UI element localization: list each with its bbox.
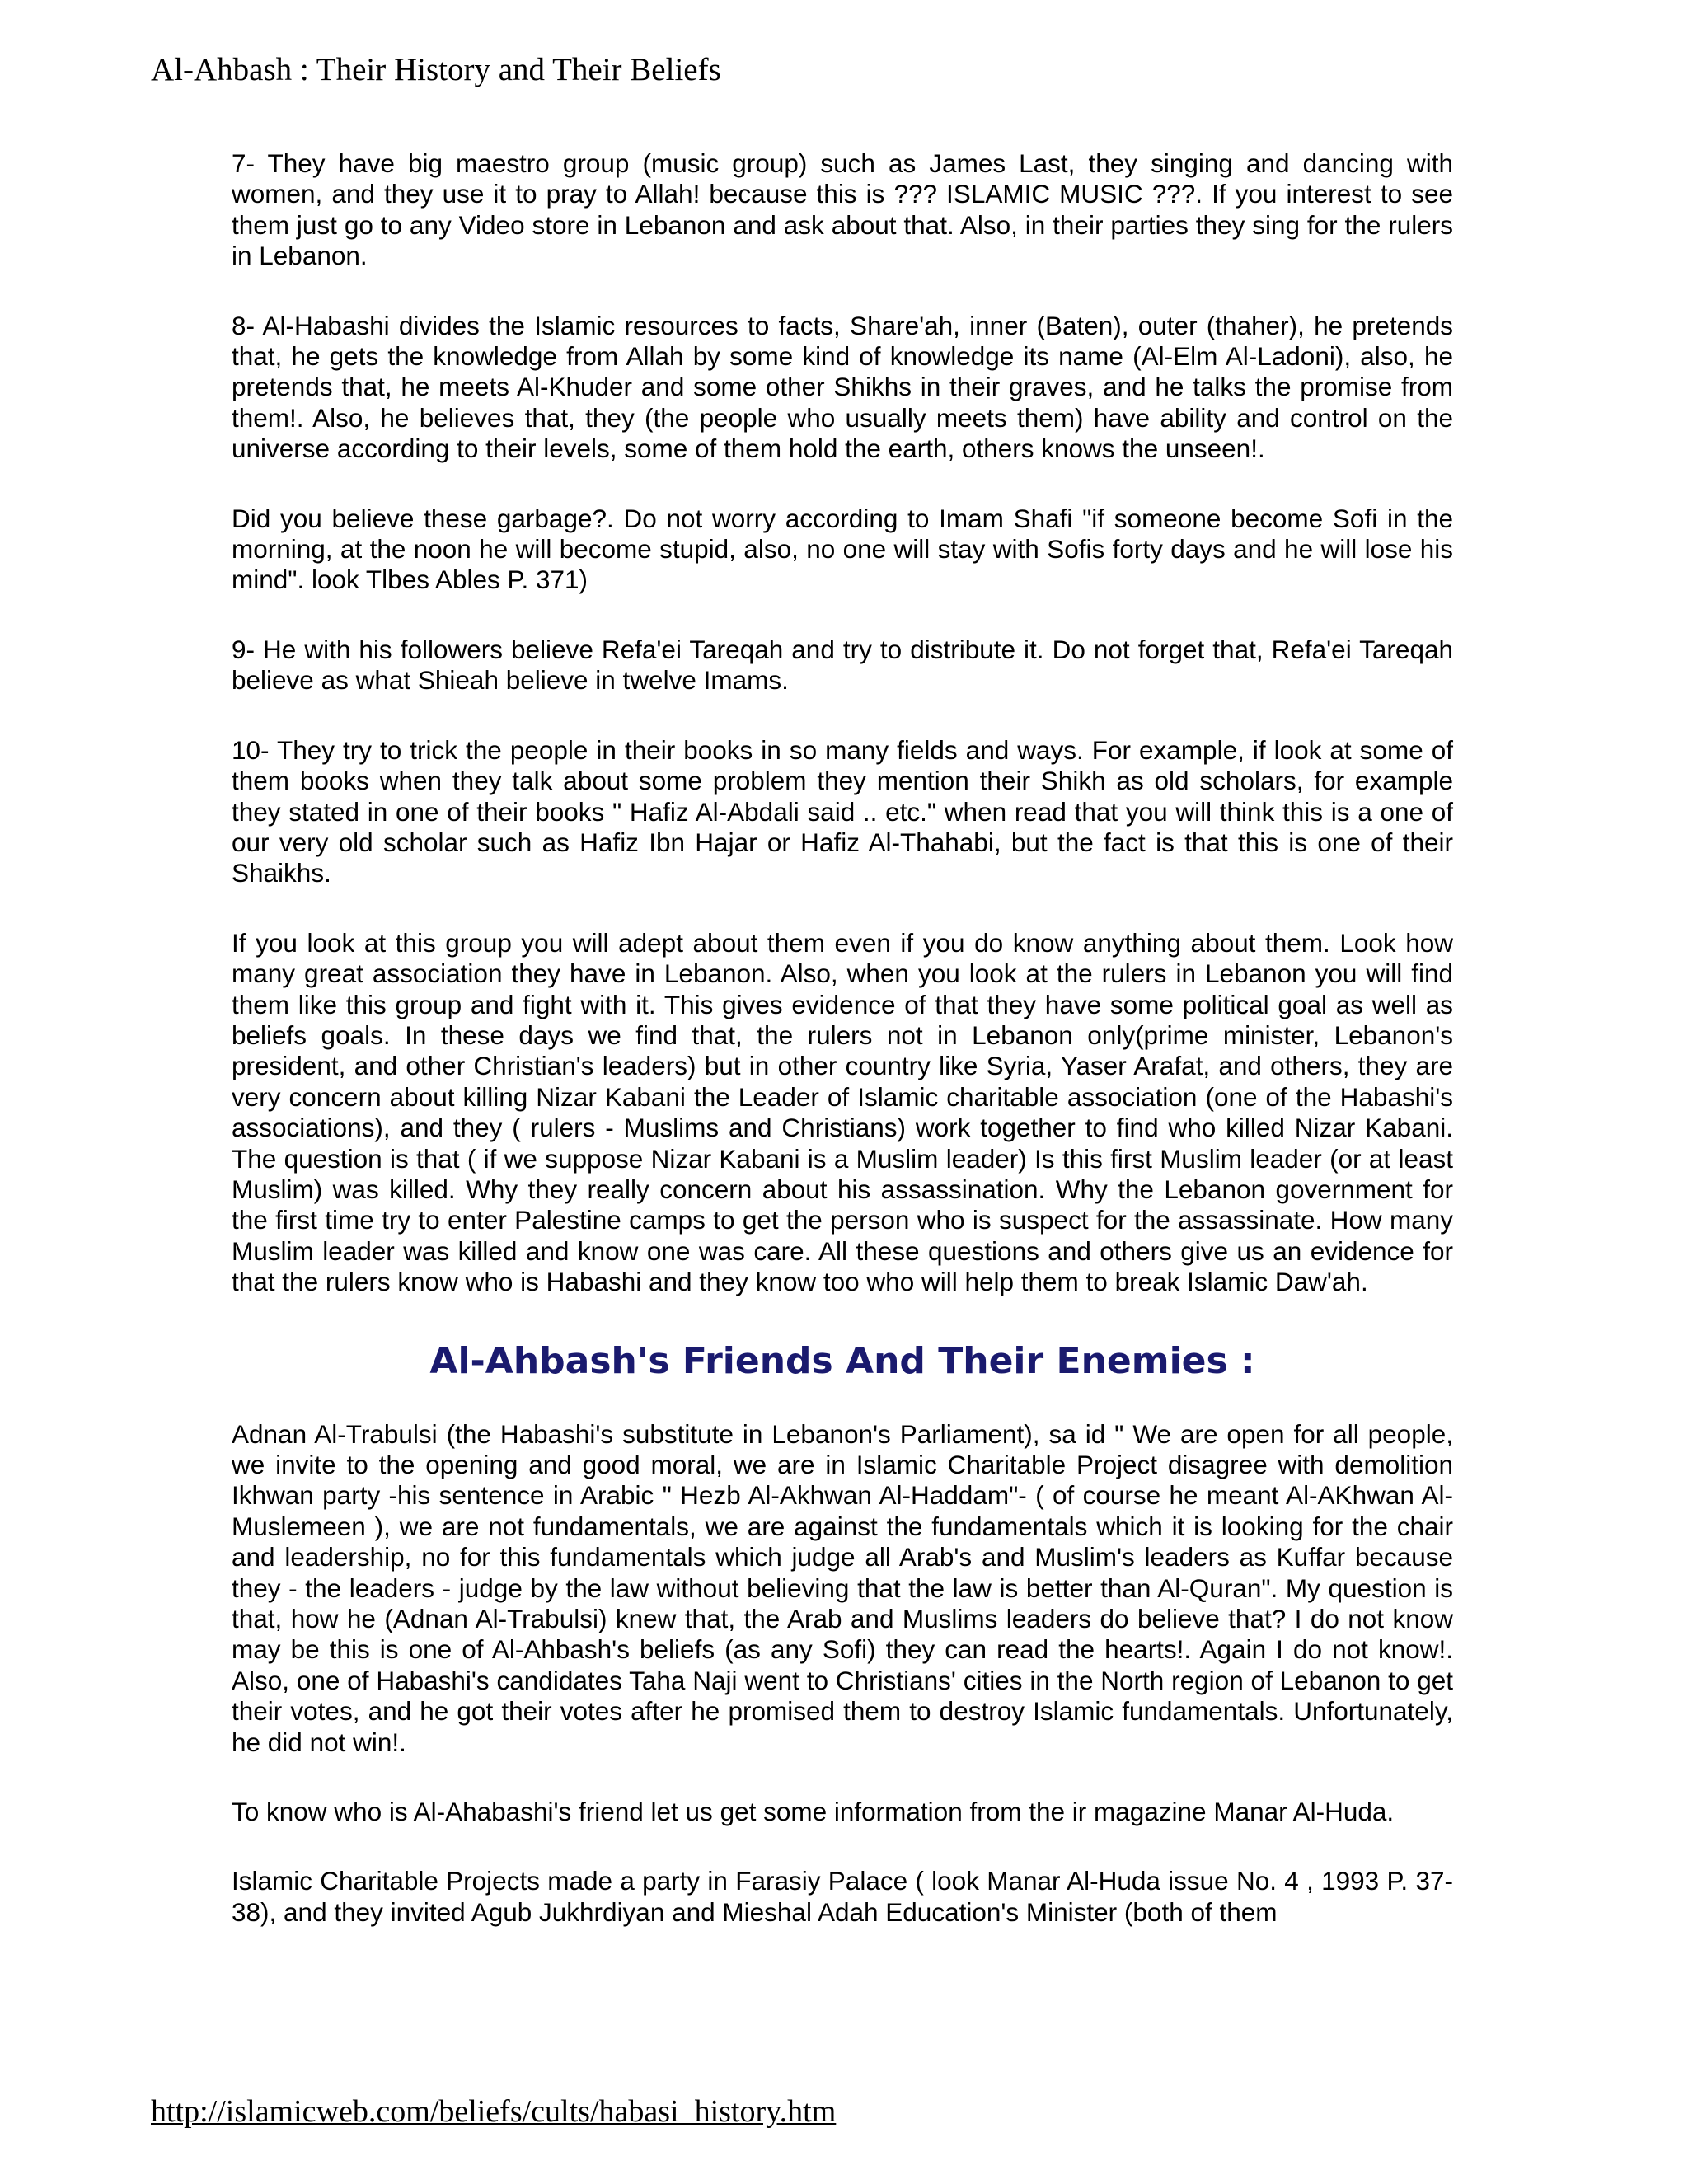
paragraph-manar-al-huda: To know who is Al-Ahabashi's friend let us get some information from the ir magazine Manar Al-Huda.: [232, 1797, 1395, 1827]
paragraph-farasiy-palace: Islamic Charitable Projects made a party in Farasiy Palace ( look Manar Al-Huda issue No. 4 , 1993 P. 37-38), and they invited Agub Jukhrdiyan and Mieshal Adah Education's Minister (both of them: [232, 1866, 1453, 1927]
paragraph-item-8: 8- Al-Habashi divides the Islamic resources to facts, Share'ah, inner (Baten), outer (thaher), he pretends that, he gets the knowledge from Allah by some kind of knowledge its name (Al-Elm Al-Ladoni), also, he pretends that, he meets Al-Khuder and some other Shikhs in their graves, and he talks the promise from them!. Also, he believes that, they (the people who usually meets them) have ability and control on the universe according to their levels, some of them hold the earth, others knows the unseen!.: [232, 310, 1453, 464]
footer-source-link[interactable]: http://islamicweb.com/beliefs/cults/habasi_history.htm: [151, 2094, 837, 2129]
document-body: [232, 148, 1453, 1966]
paragraph-item-7: 7- They have big maestro group (music group) such as James Last, they singing and dancing with women, and they use it to pray to Allah! because this is ??? ISLAMIC MUSIC ???. If you interest to see them just go to any Video store in Lebanon and ask about that. Also, in their parties they sing for the rulers in Lebanon.: [232, 148, 1453, 271]
paragraph-item-10: 10- They try to trick the people in their books in so many fields and ways. For example, if look at some of them books when they talk about some problem they mention their Shikh as old scholars, for example they stated in one of their books " Hafiz Al-Abdali said .. etc." when read that you will think this is a one of our very old scholar such as Hafiz Ibn Hajar or Hafiz Al-Thahabi, but the fact is that this is one of their Shaikhs.: [232, 734, 1453, 888]
paragraph-political-goals: If you look at this group you will adept about them even if you do know anything about them. Look how many great association they have in Lebanon. Also, when you look at the rulers in Lebanon you will find them like this group and fight with it. This gives evidence of that they have some political goal as well as beliefs goals. In these days we find that, the rulers not in Lebanon only(prime minister, Lebanon's president, and other Christian's leaders) but in other country like Syria, Yaser Arafat, and others, they are very concern about killing Nizar Kabani the Leader of Islamic charitable association (one of the Habashi's associations), and they ( rulers - Muslims and Christians) work together to find who killed Nizar Kabani. The question is that ( if we suppose Nizar Kabani is a Muslim leader) Is this first Muslim leader (or at least Muslim) was killed. Why they really concern about his assassination. Why the Lebanon government for the first time try to enter Palestine camps to get the person who is suspect for the assassinate. How many Muslim leader was killed and know one was care. All these questions and others give us an evidence for that the rulers know who is Habashi and they know too who will help them to break Islamic Daw'ah.: [232, 927, 1453, 1297]
paragraph-adnan-al-trabulsi: Adnan Al-Trabulsi (the Habashi's substitute in Lebanon's Parliament), sa id " We are open for all people, we invite to the opening and good moral, we are in Islamic Charitable Project disagree with demolition Ikhwan party -his sentence in Arabic " Hezb Al-Akhwan Al-Haddam"- ( of course he meant Al-AKhwan Al-Muslemeen ), we are not fundamentals, we are against the fundamentals which it is looking for the chair and leadership, no for this fundamentals which judge all Arab's and Muslim's leaders as Kuffar because they - the leaders - judge by the law without believing that the law is better than Al-Quran". My question is that, how he (Adnan Al-Trabulsi) knew that, the Arab and Muslims leaders do believe that? I do not know may be this is one of Al-Ahbash's beliefs (as any Sofi) they can read the hearts!. Again I do not know!. Also, one of Habashi's candidates Taha Naji went to Christians' cities in the North region of Lebanon to get their votes, and he got their votes after he promised them to destroy Islamic fundamentals. Unfortunately, he did not win!.: [232, 1418, 1453, 1757]
paragraph-item-9: 9- He with his followers believe Refa'ei Tareqah and try to distribute it. Do not forget that, Refa'ei Tareqah believe as what Shieah believe in twelve Imams.: [232, 634, 1453, 696]
running-header: Al-Ahbash : Their History and Their Beliefs: [151, 52, 721, 87]
section-heading: Al-Ahbash's Friends And Their Enemies :: [429, 1339, 1255, 1382]
paragraph-imam-shafi-quote: Did you believe these garbage?. Do not worry according to Imam Shafi "if someone become Sofi in the morning, at the noon he will become stupid, also, no one will stay with Sofis forty days and he will lose his mind". look Tlbes Ables P. 371): [232, 503, 1453, 595]
